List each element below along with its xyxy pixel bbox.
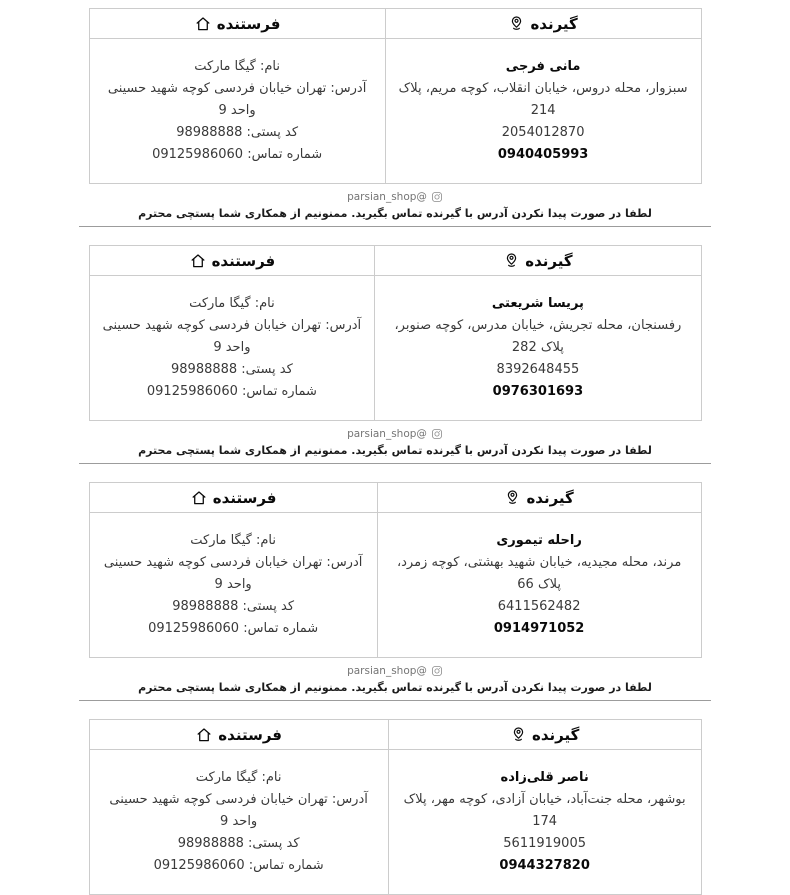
- receiver-address: رفسنجان، محله تجریش، خیابان مدرس، کوچه صنوبر، پلاک 282: [394, 318, 682, 355]
- sender-phone: شماره تماس: 09125986060: [148, 621, 319, 636]
- sender-address: آدرس: تهران خیابان فردسی کوچه شهید حسینی واحد 9: [103, 555, 363, 592]
- receiver-phone: 0976301693: [492, 384, 584, 399]
- receiver-name: مانی فرجی: [505, 59, 581, 74]
- instagram-line: [79, 426, 711, 442]
- sender-info: [89, 513, 377, 658]
- sender-header-label: فرستنده: [218, 725, 282, 744]
- receiver-postal-code: 2054012870: [501, 125, 585, 140]
- instagram-icon: [431, 665, 443, 677]
- receiver-name: ناصر قلی‌زاده: [500, 770, 589, 785]
- sender-header: [89, 9, 385, 39]
- receiver-name: پریسا شریعتی: [491, 296, 584, 311]
- sender-header-label: فرستنده: [212, 488, 277, 507]
- instagram-line: [79, 663, 711, 679]
- instagram-handle: parsian_shop@: [347, 191, 427, 203]
- postman-note: لطفا در صورت پیدا نکردن آدرس با گیرنده تماس بگیرید. ممنونیم از همکاری شما پستچی محترم: [138, 681, 652, 694]
- receiver-header: [388, 720, 701, 750]
- sender-name: نام: گیگا مارکت: [194, 59, 280, 74]
- shipping-label-table: [89, 8, 702, 184]
- sender-name: نام: گیگا مارکت: [189, 296, 275, 311]
- sender-phone: شماره تماس: 09125986060: [146, 384, 317, 399]
- receiver-header-label: گیرنده: [525, 251, 573, 270]
- sender-header: [89, 483, 377, 513]
- label-block: [79, 245, 711, 464]
- receiver-address: بوشهر، محله جنت‌آباد، خیابان آزادی، کوچه مهر، پلاک 174: [403, 792, 686, 829]
- receiver-phone: 0944327820: [499, 858, 590, 873]
- receiver-info: [375, 276, 701, 421]
- receiver-info: [388, 750, 701, 895]
- shipping-label-table: [89, 719, 702, 895]
- sender-name: نام: گیگا مارکت: [195, 770, 282, 785]
- label-block: [79, 8, 711, 227]
- label-block: [79, 482, 711, 701]
- instagram-handle: parsian_shop@: [347, 665, 427, 677]
- sender-postal-code: کد پستی: 98988888: [171, 362, 293, 377]
- home-icon: [190, 489, 208, 507]
- receiver-header: [377, 483, 701, 513]
- sender-phone: شماره تماس: 09125986060: [153, 858, 324, 873]
- sender-postal-code: کد پستی: 98988888: [176, 125, 299, 140]
- receiver-info: [377, 513, 701, 658]
- sender-info: [89, 750, 388, 895]
- location-pin-icon: [510, 726, 527, 743]
- instagram-icon: [431, 428, 443, 440]
- location-pin-icon: [508, 15, 525, 32]
- receiver-phone: 0940405993: [497, 147, 589, 162]
- sender-address: آدرس: تهران خیابان فردسی کوچه شهید حسینی واحد 9: [102, 318, 362, 355]
- shipping-label-table: [89, 245, 702, 421]
- sender-header-label: فرستنده: [216, 14, 281, 33]
- cut-separator: [79, 226, 711, 227]
- receiver-address: مرند، محله مجیدیه، خیابان شهید بهشتی، کوچه زمرد، پلاک 66: [396, 555, 682, 592]
- receiver-postal-code: 5611919005: [503, 836, 586, 851]
- home-icon: [194, 15, 212, 33]
- sender-info: [89, 39, 385, 184]
- sender-name: نام: گیگا مارکت: [190, 533, 276, 548]
- sender-postal-code: کد پستی: 98988888: [172, 599, 295, 614]
- instagram-line: [79, 189, 711, 205]
- cut-separator: [79, 700, 711, 701]
- label-footer: [79, 658, 711, 698]
- sender-header: [89, 720, 388, 750]
- home-icon: [195, 726, 213, 744]
- receiver-info: [385, 39, 701, 184]
- receiver-header-label: گیرنده: [526, 488, 574, 507]
- receiver-header-label: گیرنده: [531, 725, 580, 744]
- sender-header-label: فرستنده: [211, 251, 276, 270]
- label-footer: [79, 184, 711, 224]
- shipping-label-table: [89, 482, 702, 658]
- cut-separator: [79, 463, 711, 464]
- sender-info: [89, 276, 375, 421]
- sender-phone: شماره تماس: 09125986060: [152, 147, 323, 162]
- sender-header: [89, 246, 375, 276]
- instagram-icon: [431, 191, 443, 203]
- receiver-address: سبزوار، محله دروس، خیابان انقلاب، کوچه مریم، پلاک 214: [398, 81, 688, 118]
- receiver-header: [385, 9, 701, 39]
- home-icon: [189, 252, 207, 270]
- receiver-name: راحله تیموری: [496, 533, 582, 548]
- label-sheet: [79, 0, 711, 895]
- location-pin-icon: [503, 252, 520, 269]
- location-pin-icon: [504, 489, 521, 506]
- receiver-phone: 0914971052: [493, 621, 585, 636]
- label-block: [79, 719, 711, 895]
- receiver-header: [375, 246, 701, 276]
- receiver-header-label: گیرنده: [530, 14, 578, 33]
- label-footer: [79, 421, 711, 461]
- sender-postal-code: کد پستی: 98988888: [177, 836, 300, 851]
- sender-address: آدرس: تهران خیابان فردسی کوچه شهید حسینی واحد 9: [107, 81, 367, 118]
- receiver-postal-code: 8392648455: [496, 362, 580, 377]
- instagram-handle: parsian_shop@: [347, 428, 427, 440]
- receiver-postal-code: 6411562482: [497, 599, 581, 614]
- postman-note: لطفا در صورت پیدا نکردن آدرس با گیرنده تماس بگیرید. ممنونیم از همکاری شما پستچی محترم: [138, 444, 652, 457]
- sender-address: آدرس: تهران خیابان فردسی کوچه شهید حسینی واحد 9: [109, 792, 368, 829]
- postman-note: لطفا در صورت پیدا نکردن آدرس با گیرنده تماس بگیرید. ممنونیم از همکاری شما پستچی محترم: [138, 207, 652, 220]
